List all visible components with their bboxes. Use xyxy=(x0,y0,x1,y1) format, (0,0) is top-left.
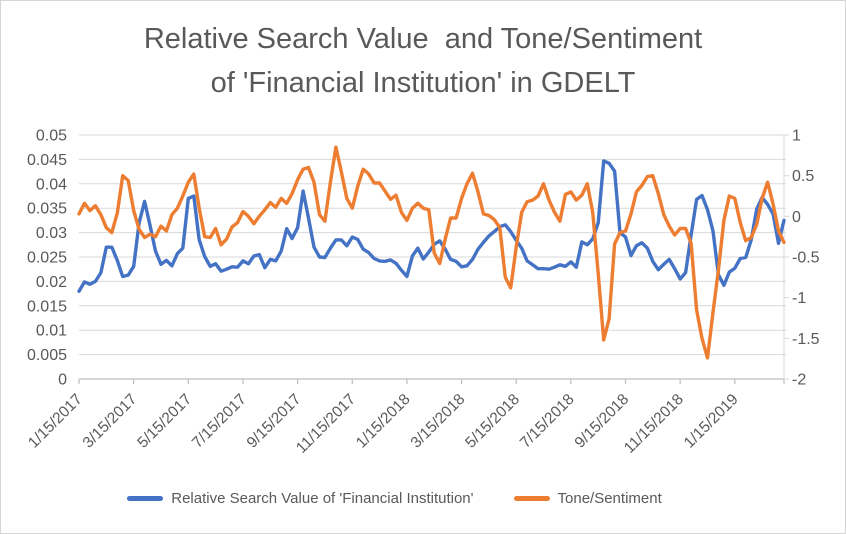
legend-label-tone-sentiment: Tone/Sentiment xyxy=(557,490,662,507)
x-axis-tick-label: 1/15/2019 xyxy=(680,390,742,452)
series-line-tone-sentiment xyxy=(79,147,784,358)
right-axis-tick-label: 1 xyxy=(792,127,801,145)
left-axis-tick-label: 0.025 xyxy=(26,249,67,267)
x-axis-tick-label: 1/15/2017 xyxy=(25,390,86,452)
x-axis-tick-label: 1/15/2018 xyxy=(352,390,414,452)
right-axis-tick-label: -0.5 xyxy=(792,249,820,267)
legend-marker-blue-line xyxy=(127,496,163,501)
left-axis-tick-label: 0 xyxy=(58,371,67,389)
chart-title-line1: Relative Search Value and Tone/Sentiment xyxy=(143,23,703,55)
right-axis-tick-label: -1.5 xyxy=(792,330,820,348)
legend-item-tone-sentiment xyxy=(514,490,662,507)
left-axis-tick-label: 0.05 xyxy=(35,127,67,145)
left-axis-tick-label: 0.045 xyxy=(26,151,67,169)
chart-title-line2: of 'Financial Institution' in GDELT xyxy=(210,67,636,99)
x-axis-tick-label: 5/15/2018 xyxy=(462,390,524,452)
left-axis-tick-label: 0.01 xyxy=(35,322,67,340)
legend-item-relative-search-value xyxy=(127,490,473,507)
left-axis-tick-label: 0.035 xyxy=(26,200,67,218)
right-axis-tick-label: -2 xyxy=(792,371,807,389)
x-axis-tick-label: 9/15/2017 xyxy=(243,390,305,452)
right-axis-tick-label: 0 xyxy=(792,208,801,226)
x-axis-tick-label: 11/15/2018 xyxy=(620,390,687,457)
left-axis-tick-label: 0.005 xyxy=(26,347,67,365)
x-axis-tick-label: 5/15/2017 xyxy=(134,390,196,452)
x-axis-tick-label: 9/15/2018 xyxy=(571,390,633,452)
right-axis-tick-label: 0.5 xyxy=(792,168,815,186)
left-axis-tick-label: 0.03 xyxy=(35,225,67,243)
left-axis-tick-label: 0.02 xyxy=(35,273,67,291)
left-axis-tick-label: 0.015 xyxy=(26,298,67,316)
x-axis-tick-label: 3/15/2018 xyxy=(407,390,469,452)
left-axis-tick-label: 0.04 xyxy=(35,176,67,194)
legend-label-relative-search-value: Relative Search Value of 'Financial Institution' xyxy=(171,490,474,507)
x-axis-tick-label: 7/15/2018 xyxy=(516,390,578,452)
legend-marker-orange-line xyxy=(514,496,550,501)
x-axis-tick-label: 7/15/2017 xyxy=(188,390,250,452)
x-axis-tick-label: 11/15/2017 xyxy=(293,390,360,457)
x-axis-tick-label: 3/15/2017 xyxy=(79,390,141,452)
plot-area xyxy=(1,1,846,534)
legend xyxy=(0,490,845,507)
right-axis-tick-label: -1 xyxy=(792,290,807,308)
